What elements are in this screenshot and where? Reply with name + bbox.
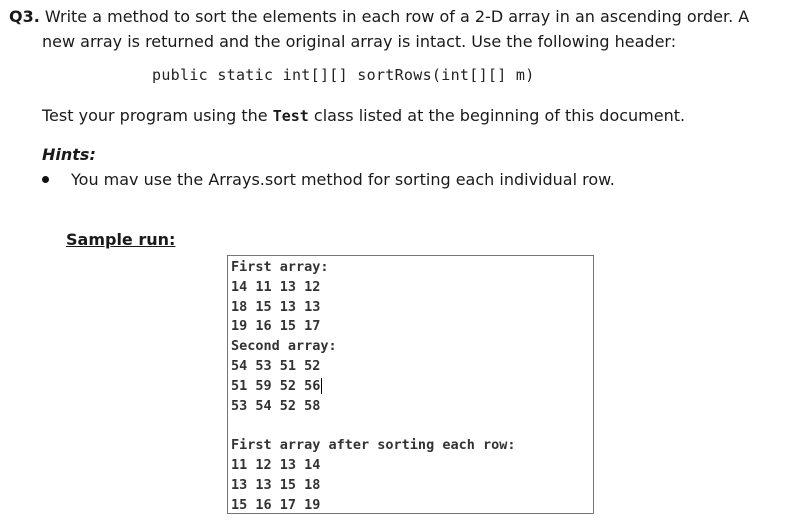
output-line-blank (231, 416, 593, 436)
question-text (9, 4, 779, 54)
output-line: 19 16 15 17 (231, 318, 321, 335)
output-line: 13 13 15 18 (231, 476, 321, 493)
output-line-text: 51 59 52 56 (231, 377, 321, 394)
bullet-icon (42, 176, 49, 183)
test-instruction (42, 106, 685, 125)
test-class-name: Test (272, 107, 309, 125)
output-line: 18 15 13 13 (231, 298, 321, 315)
hint-text: You mav use the Arrays.sort method for sorting each individual row. (71, 170, 615, 189)
output-line: 53 54 52 58 (231, 397, 321, 414)
question-line-1 (9, 4, 779, 29)
output-line: First array after sorting each row: (231, 437, 516, 454)
output-line: 54 53 51 52 (231, 357, 321, 374)
hint-list-item (42, 170, 615, 189)
hints-title: Hints: (42, 145, 96, 164)
text-cursor (321, 378, 322, 394)
question-line-1-text: Write a method to sort the elements in each row of a 2-D array in an ascending order. A (39, 7, 750, 26)
question-number: Q3. (9, 7, 40, 26)
output-line: 15 16 17 19 (231, 496, 321, 513)
sample-output-box (227, 255, 594, 514)
output-line: 14 11 13 12 (231, 278, 321, 295)
output-line: Second array: (231, 338, 337, 355)
output-line: 11 12 13 14 (231, 456, 321, 473)
method-header-code: public static int[][] sortRows(int[][] m) (152, 66, 535, 84)
question-line-2: new array is returned and the original array is intact. Use the following header: (42, 32, 677, 51)
test-instruction-prefix: Test your program using the (42, 106, 273, 125)
sample-run-label: Sample run: (66, 230, 176, 249)
test-instruction-suffix: class listed at the beginning of this document. (308, 106, 686, 125)
output-line-with-cursor (231, 377, 593, 397)
output-line: First array: (231, 259, 329, 275)
